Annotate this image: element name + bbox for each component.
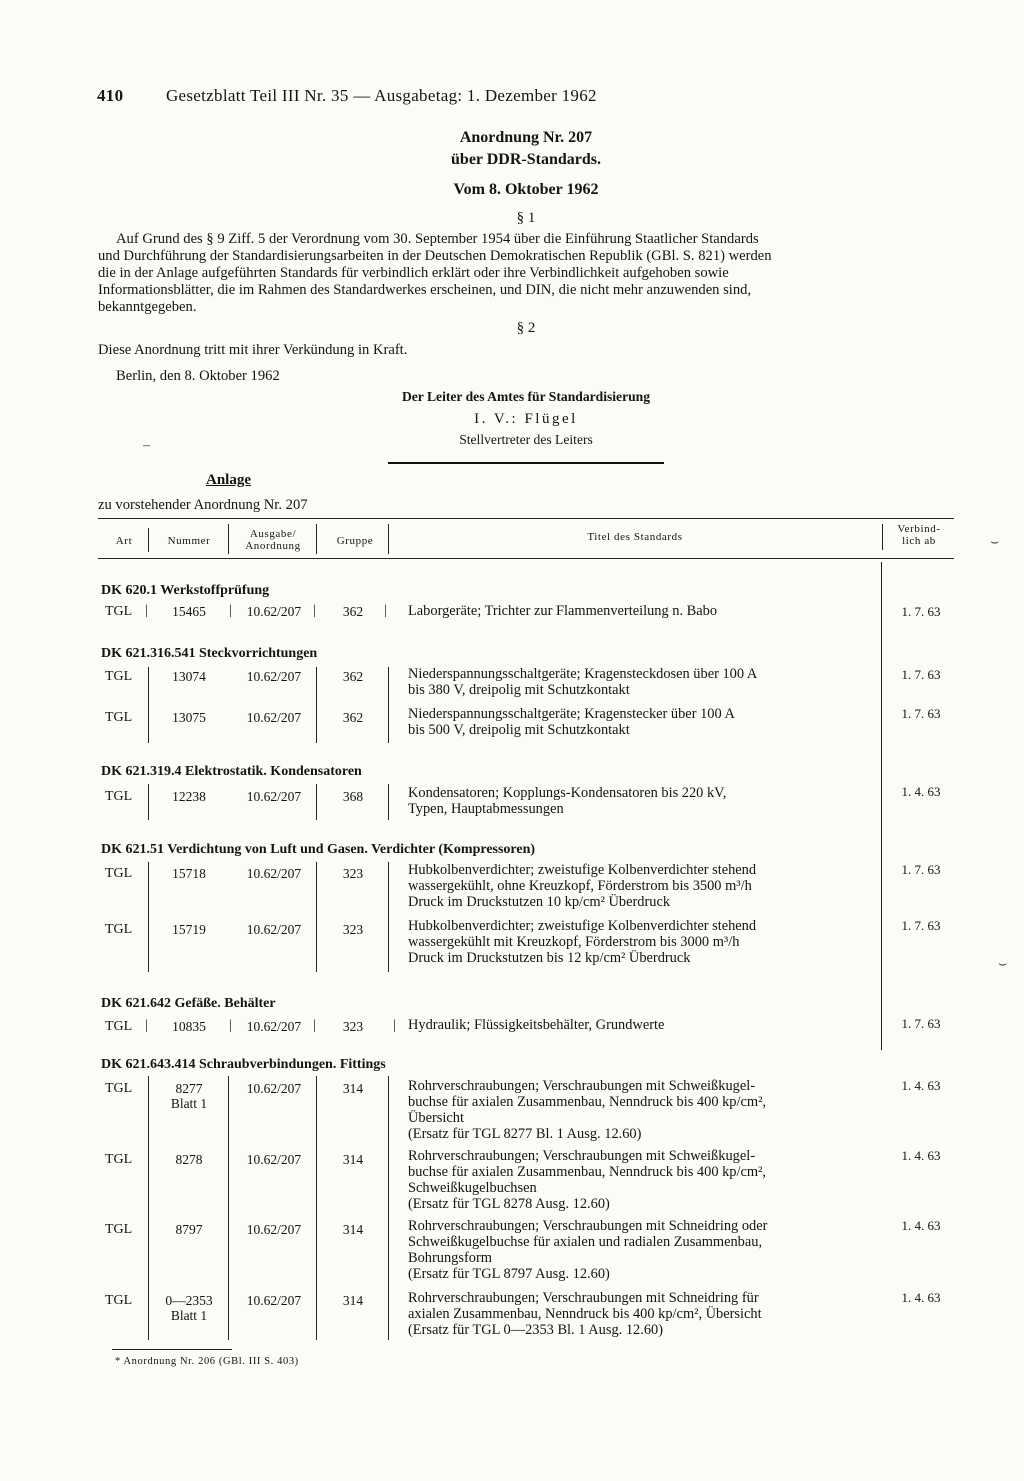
annex-subheading: zu vorstehender Anordnung Nr. 207 <box>98 497 308 513</box>
page-header <box>97 86 797 106</box>
row-ausgabe: 10.62/207 <box>246 710 302 725</box>
doc-subtitle: über DDR-Standards. <box>451 151 601 168</box>
title-line: Schweißkugelbuchse für axialen und radialen Zusammenbau, <box>408 1234 763 1250</box>
title-line: bis 380 V, dreipolig mit Schutzkontakt <box>408 682 630 698</box>
row-verbindlich: 1. 4. 63 <box>901 1218 941 1233</box>
row-verbindlich: 1. 7. 63 <box>901 1016 941 1031</box>
title-line: Typen, Hauptabmessungen <box>408 801 564 817</box>
group-heading: DK 621.643.414 Schraubverbindungen. Fittings <box>101 1057 386 1072</box>
row-art: TGL <box>105 604 133 619</box>
row-nummer-sheet: Blatt 1 <box>170 1096 208 1111</box>
row-title <box>408 666 880 698</box>
row-art: TGL <box>105 710 133 725</box>
col-ausgabe <box>230 528 316 552</box>
row-verbindlich: 1. 4. 63 <box>901 1148 941 1163</box>
doc-title: Anordnung Nr. 207 <box>459 129 593 146</box>
title-line: Rohrverschraubungen; Verschraubungen mit Schneidring oder <box>408 1218 768 1234</box>
annex-heading: Anlage <box>206 472 251 488</box>
row-gruppe: 368 <box>342 789 364 804</box>
row-verbindlich: 1. 4. 63 <box>901 784 941 799</box>
row-title <box>408 918 880 966</box>
title-line: Kondensatoren; Kopplungs-Kondensatoren bis 220 kV, <box>408 785 727 801</box>
row-art: TGL <box>105 1222 133 1237</box>
group-heading: DK 621.316.541 Steckvorrichtungen <box>101 646 318 661</box>
title-line: Rohrverschraubungen; Verschraubungen mit Schweißkugel- <box>408 1078 756 1094</box>
header-text: Gesetzblatt Teil III Nr. 35 — Ausgabetag: 1. Dezember 1962 <box>165 86 597 105</box>
row-nummer: 10835 <box>172 1019 206 1034</box>
title-line: (Ersatz für TGL 8278 Ausg. 12.60) <box>408 1196 610 1212</box>
table-header-rule <box>98 558 954 559</box>
title-line: Schweißkugelbuchsen <box>408 1180 537 1196</box>
table-top-rule <box>98 518 954 519</box>
row-title <box>408 1078 880 1142</box>
row-ausgabe: 10.62/207 <box>246 1019 302 1034</box>
row-ausgabe: 10.62/207 <box>246 604 302 619</box>
row-art: TGL <box>105 1081 133 1096</box>
title-line: wassergekühlt mit Kreuzkopf, Förderstrom bis 3000 m³/h <box>408 934 740 950</box>
row-gruppe: 362 <box>342 604 364 619</box>
row-verbindlich: 1. 7. 63 <box>901 918 941 933</box>
row-gruppe: 323 <box>342 1019 364 1034</box>
row-art: TGL <box>105 1152 133 1167</box>
row-art: TGL <box>105 789 133 804</box>
row-gruppe: 323 <box>342 866 364 881</box>
row-ausgabe: 10.62/207 <box>246 669 302 684</box>
row-verbindlich: 1. 7. 63 <box>901 706 941 721</box>
col-verbindlich <box>884 523 954 547</box>
title-line: buchse für axialen Zusammenbau, Nenndruck bis 400 kp/cm², <box>408 1164 766 1180</box>
row-ausgabe: 10.62/207 <box>246 789 302 804</box>
title-line: Rohrverschraubungen; Verschraubungen mit Schneidring für <box>408 1290 759 1306</box>
title-line: Bohrungsform <box>408 1250 492 1266</box>
section1-line: bekanntgegeben. <box>98 299 197 315</box>
title-line: Druck im Druckstutzen bis 12 kp/cm² Überdruck <box>408 950 691 966</box>
title-line: bis 500 V, dreipolig mit Schutzkontakt <box>408 722 630 738</box>
title-line: axialen Zusammenbau, Nenndruck bis 400 kp/cm², Übersicht <box>408 1306 762 1322</box>
row-gruppe: 362 <box>342 710 364 725</box>
row-title <box>408 603 880 619</box>
group-heading: DK 621.642 Gefäße. Behälter <box>101 996 276 1011</box>
divider <box>388 462 664 464</box>
col-titel: Titel des Standards <box>587 531 683 543</box>
row-title <box>408 785 880 817</box>
row-art: TGL <box>105 669 133 684</box>
row-nummer <box>152 1081 226 1111</box>
row-title <box>408 1218 880 1282</box>
row-nummer-line: 8277 <box>175 1081 203 1096</box>
doc-date: Vom 8. Oktober 1962 <box>453 181 599 198</box>
title-line: (Ersatz für TGL 0—2353 Bl. 1 Ausg. 12.60) <box>408 1322 664 1338</box>
row-title <box>408 706 880 738</box>
row-gruppe: 314 <box>342 1081 364 1096</box>
row-gruppe: 323 <box>342 922 364 937</box>
section2-heading: § 2 <box>516 320 536 336</box>
verbindlich-rule <box>881 562 882 1050</box>
col-verbindlich-line2: lich ab <box>902 535 936 547</box>
row-gruppe: 362 <box>342 669 364 684</box>
title-line: Rohrverschraubungen; Verschraubungen mit Schweißkugel- <box>408 1148 756 1164</box>
col-gruppe: Gruppe <box>336 535 374 547</box>
signature-name: I. V.: Flügel <box>474 411 578 427</box>
row-ausgabe: 10.62/207 <box>246 1152 302 1167</box>
group-heading: DK 621.319.4 Elektrostatik. Kondensatoren <box>101 764 362 779</box>
title-line: wassergekühlt, ohne Kreuzkopf, Förderstrom bis 3500 m³/h <box>408 878 752 894</box>
group-heading: DK 620.1 Werkstoffprüfung <box>101 583 270 598</box>
title-line: Laborgeräte; Trichter zur Flammenverteilung n. Babo <box>408 603 718 619</box>
title-line: Hubkolbenverdichter; zweistufige Kolbenverdichter stehend <box>408 862 757 878</box>
footnote: * Anordnung Nr. 206 (GBl. III S. 403) <box>115 1356 299 1367</box>
row-art: TGL <box>105 1019 133 1034</box>
row-ausgabe: 10.62/207 <box>246 922 302 937</box>
row-verbindlich: 1. 7. 63 <box>901 862 941 877</box>
row-verbindlich: 1. 4. 63 <box>901 1078 941 1093</box>
row-art: TGL <box>105 922 133 937</box>
section1-line: Informationsblätter, die im Rahmen des Standardwerkes erscheinen, und DIN, die nicht mehr anzuwenden sind, <box>98 282 752 298</box>
title-line: Niederspannungsschaltgeräte; Kragensteckdosen über 100 A <box>408 666 758 682</box>
row-nummer: 13075 <box>172 710 206 725</box>
place-date: Berlin, den 8. Oktober 1962 <box>116 368 280 384</box>
section1-line: die in der Anlage aufgeführten Standards für verbindlich erklärt oder ihre Verbindlichkeit aufgehoben sowie <box>98 265 729 281</box>
row-nummer: 8797 <box>175 1222 203 1237</box>
title-line: Niederspannungsschaltgeräte; Kragenstecker über 100 A <box>408 706 735 722</box>
row-nummer: 13074 <box>172 669 206 684</box>
row-verbindlich: 1. 7. 63 <box>901 604 941 619</box>
row-gruppe: 314 <box>342 1293 364 1308</box>
row-nummer: 15465 <box>172 604 206 619</box>
col-verbindlich-line1: Verbind- <box>897 523 941 535</box>
row-verbindlich: 1. 7. 63 <box>901 667 941 682</box>
section1-text <box>98 231 952 316</box>
row-ausgabe: 10.62/207 <box>246 1293 302 1308</box>
group-heading: DK 621.51 Verdichtung von Luft und Gasen. Verdichter (Kompressoren) <box>101 842 536 857</box>
row-verbindlich: 1. 4. 63 <box>901 1290 941 1305</box>
title-line: Hubkolbenverdichter; zweistufige Kolbenverdichter stehend <box>408 918 757 934</box>
title-line: Übersicht <box>408 1110 464 1126</box>
col-art: Art <box>115 535 133 547</box>
title-line: Hydraulik; Flüssigkeitsbehälter, Grundwerte <box>408 1017 665 1033</box>
row-nummer: 15719 <box>172 922 206 937</box>
row-nummer <box>152 1293 226 1323</box>
row-title <box>408 862 880 910</box>
row-nummer-sheet: Blatt 1 <box>170 1308 208 1323</box>
row-gruppe: 314 <box>342 1222 364 1237</box>
row-title <box>408 1290 880 1338</box>
row-title <box>408 1148 880 1212</box>
page-number: 410 <box>97 86 124 105</box>
row-nummer: 15718 <box>172 866 206 881</box>
signature-role: Stellvertreter des Leiters <box>459 432 593 447</box>
signature-office: Der Leiter des Amtes für Standardisierung <box>401 389 651 404</box>
row-ausgabe: 10.62/207 <box>246 866 302 881</box>
col-nummer: Nummer <box>167 535 211 547</box>
row-nummer-line: 0—2353 <box>165 1293 213 1308</box>
section2-text: Diese Anordnung tritt mit ihrer Verkündung in Kraft. <box>98 342 408 358</box>
section1-heading: § 1 <box>516 210 536 226</box>
section1-line: und Durchführung der Standardisierungsarbeiten in der Deutschen Demokratischen Republik (GBl. S. 821) werden <box>98 248 772 264</box>
title-line: (Ersatz für TGL 8277 Bl. 1 Ausg. 12.60) <box>408 1126 642 1142</box>
title-line: Druck im Druckstutzen 10 kp/cm² Überdruck <box>408 894 671 910</box>
row-gruppe: 314 <box>342 1152 364 1167</box>
row-art: TGL <box>105 866 133 881</box>
row-art: TGL <box>105 1293 133 1308</box>
row-ausgabe: 10.62/207 <box>246 1081 302 1096</box>
row-nummer: 12238 <box>172 789 206 804</box>
section1-line: Auf Grund des § 9 Ziff. 5 der Verordnung vom 30. September 1954 über die Einführung Staatlicher Standards <box>116 231 759 247</box>
row-ausgabe: 10.62/207 <box>246 1222 302 1237</box>
row-nummer: 8278 <box>175 1152 203 1167</box>
col-ausgabe-line1: Ausgabe/ <box>249 528 297 540</box>
title-line: (Ersatz für TGL 8797 Ausg. 12.60) <box>408 1266 610 1282</box>
col-ausgabe-line2: Anordnung <box>245 540 301 552</box>
row-title <box>408 1017 880 1033</box>
title-line: buchse für axialen Zusammenbau, Nenndruck bis 400 kp/cm², <box>408 1094 766 1110</box>
